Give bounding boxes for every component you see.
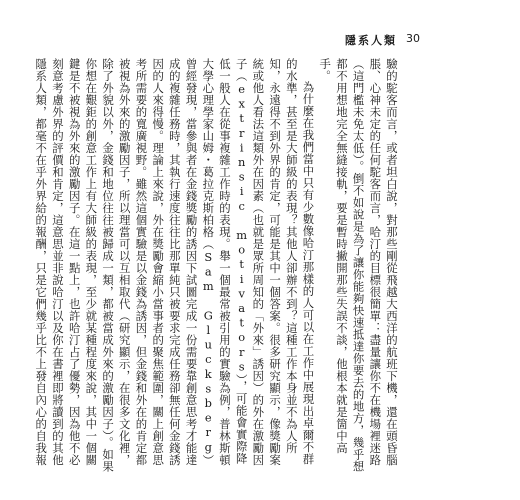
page-body xyxy=(34,58,400,474)
page-number: 30 xyxy=(406,32,420,45)
running-header xyxy=(0,0,520,50)
paragraph: 為什麼在我們當中只有少數像哈汀那樣的人可以在工作中展現出卓爾不群的水準，甚至是大師級的表現？其他人卻辦不到？這種工作本身並不為人所知，永遠得不到外界的肯定，可能是其中一個答案。很多研究顯示，像獎勵案統或他人看法這類外在因素（也就是眾所周知的「外來」誘因）的外在激勵因子（extrinsic motivators），可能會實際降低一般人在從事複雜工作時的表現。舉一個最常被引用的實驗為例，普林斯頓大學心理學家山姆・葛拉克斯柏格（Sam Glucksberg）曾經發現，當參與者在金錢獎勵的誘因下試圖完成一份需要靠創意思考才能達成的複雜任務時，其執行速度往往比那單純只被要求完成任務卻無任何金錢誘因的人來得慢。理論上來說，外在獎勵會縮小當事者的聚焦範圍，關上創意思考所需要的寬廣視野。雖然這個實驗是以金錢為誘因，但金錢和外在的肯定都被視為外來的激勵因子，所以理當可以互相取代（研究顯示，在很多文化裡，除了外貌以外，金錢和地位往往被歸成一類，都被當成外來的激勵因子）。如果你想在艱鉅的創意工作上有大師級的表現，至少就某種程度來說，其中一個關鍵是不被視為外來的激勵因子。在這一點上，也許哈汀占了優勢，因為他不必刻意考慮外界的評價和肯定，這意思並非說哈汀以及你在書裡即將讀到的其他隱系人類，都毫不在乎外界給的報酬，只是它們幾乎比不上發自內心的自我報 xyxy=(34,58,316,473)
running-header-title: 隱系人類 xyxy=(345,34,397,47)
paragraph-continued: 驗的駝客而言，或者坦白說，對那些剛從飛越大西洋的航班下機，還在頭昏腦脹、心神未定的任何駝客而言，哈汀的目標很簡單：盡量讓你不在機場裡迷路（這門檻未免太低）。倒不如說是為了讓你能夠快速抵達你要去的地方，幾乎想都不用想地完全無縫接軌，要是暫時撇開那些失誤不談，他根本就是箇中高手。 xyxy=(318,58,399,473)
